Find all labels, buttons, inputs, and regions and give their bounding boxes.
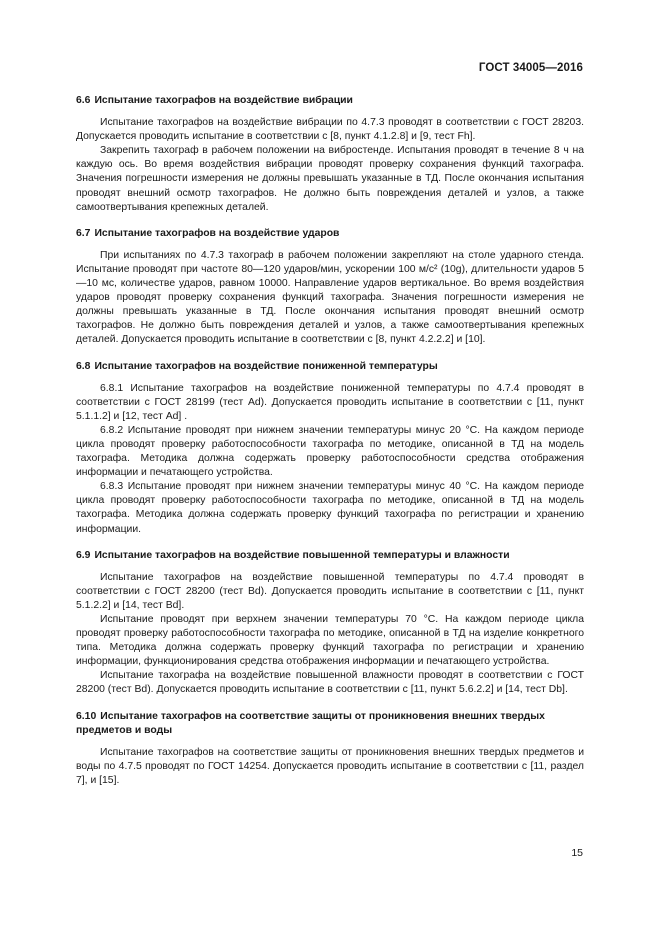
section-6-10 — [76, 710, 584, 788]
paragraph: Испытание тахографа на воздействие повышенной влажности проводят в соответствии с ГОСТ 28200 (тест Bd). Допускается проводить испытание в соответствии с [11, пункт 5.6.2.2] и [14, тест Db]. — [76, 670, 584, 696]
section-title-text: Испытание тахографов на воздействие пониженной температуры — [94, 360, 438, 372]
section-6-9 — [76, 549, 584, 698]
document-code-header: ГОСТ 34005—2016 — [478, 62, 583, 74]
section-number: 6.10 — [76, 710, 97, 722]
page-number: 15 — [571, 847, 583, 859]
section-number: 6.8 — [76, 360, 91, 372]
section-title — [76, 227, 584, 241]
section-6-6 — [76, 94, 584, 215]
section-number: 6.9 — [76, 549, 91, 561]
section-title — [76, 94, 584, 108]
section-title-text: Испытание тахографов на воздействие вибрации — [94, 95, 353, 106]
paragraph: Испытание тахографов на воздействие повышенной температуры по 4.7.4 проводят в соответствии с ГОСТ 28200 (тест Bd). Допускается проводить испытание в соответствии с [11, пункт 5.1.2.2] и [14, тест Bd]. — [76, 571, 584, 611]
section-title — [76, 710, 584, 738]
section-title-text: Испытание тахографов на воздействие ударов — [94, 227, 340, 239]
paragraph: Испытание проводят при верхнем значении температуры 70 °С. На каждом периоде цикла проводят проверку работоспособности тахографа по методике, описанной в ТД на изделие конкретного типа. Методика должна содержать проверку функций тахографа по регистрации и хранению информации, функционирования средства отображения информации и печатающего устройства. — [76, 614, 584, 668]
section-number: 6.6 — [76, 95, 91, 106]
paragraph: Испытание тахографов на соответствие защиты от проникновения внешних твердых предметов и воды по 4.7.5 проводят по ГОСТ 14254. Допускается проводить испытание в соответствии с [11, раздел 7], и [15]. — [76, 746, 584, 786]
section-6-8 — [76, 360, 584, 537]
section-number: 6.7 — [76, 227, 91, 239]
section-6-7 — [76, 227, 584, 348]
section-title-text: Испытание тахографов на соответствие защиты от проникновения внешних твердых предметов и воды — [76, 710, 545, 736]
document-body — [76, 94, 584, 788]
paragraph: 6.8.2 Испытание проводят при нижнем значении температуры минус 20 °С. На каждом периоде цикла проводят проверку работоспособности тахографа по методике, описанной в ТД на модель тахографа. Методика должна содержать проверку работоспособности средства отображения информации и печатающего устройства. — [76, 424, 584, 479]
paragraph: При испытаниях по 4.7.3 тахограф в рабочем положении закрепляют на столе ударного стенда. Испытание проводят при частоте 80—120 ударов/мин, ускорении 100 м/с² (10g), длительности ударов 5—10 мс, количестве ударов, равном 10000. Направление ударов вертикальное. Во время воздействия ударов проводят проверку сохранения функций тахографа. Значения погрешности измерения не должны превышать указанные в ТД. После окончания испытания проводят внешний осмотр тахографов. Не должно быть повреждения деталей и узлов, а также самоотвертывания крепежных деталей. Допускается проводить испытание в соответствии с [8, пункт 4.2.2.2] и [10]. — [76, 249, 584, 346]
section-title-text: Испытание тахографов на воздействие повышенной температуры и влажности — [94, 549, 510, 561]
section-title — [76, 549, 584, 563]
paragraph: Закрепить тахограф в рабочем положении на вибростенде. Испытания проводят в течение 8 ч на каждую ось. Во время воздействия вибрации проводят проверку сохранения функций тахографа. Значения погрешности измерения не должны превышать указанные в ТД. После окончания испытания проводят внешний осмотр тахографов. Не должно быть повреждения деталей и узлов, а также самоотвертывания крепежных деталей. — [76, 145, 584, 213]
paragraph: Испытание тахографов на воздействие вибрации по 4.7.3 проводят в соответствии с ГОСТ 28203. Допускается проводить испытание в соответствии с [8, пункт 4.1.2.8] и [9, тест Fh]. — [76, 117, 584, 143]
paragraph: 6.8.3 Испытание проводят при нижнем значении температуры минус 40 °С. На каждом периоде цикла проводят проверку работоспособности тахографа по методике, описанной в ТД на модель тахографа. Методика должна содержать проверку функций тахографа по регистрации и хранению информации. — [76, 481, 584, 535]
section-title — [76, 360, 584, 374]
paragraph: 6.8.1 Испытание тахографов на воздействие пониженной температуры по 4.7.4 проводят в соответствии с ГОСТ 28199 (тест Ad). Допускается проводить испытание в соответствии с [11, пункт 5.1.1.2] и [12, тест Ad] . — [76, 382, 584, 422]
